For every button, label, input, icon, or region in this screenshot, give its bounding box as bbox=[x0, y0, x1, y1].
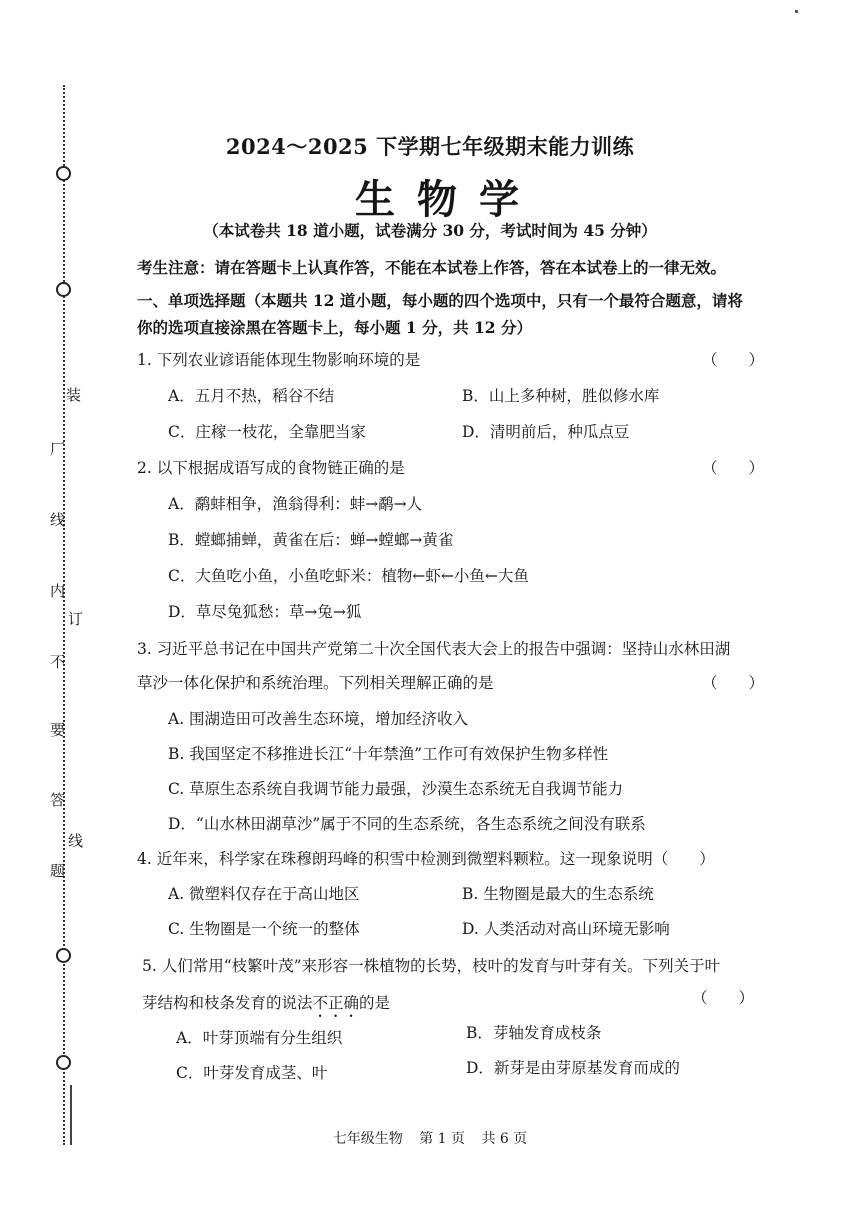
q1-answer-paren: （ ） bbox=[702, 351, 765, 369]
binding-hole-icon bbox=[56, 948, 71, 963]
q4-stem: 4. 近年来，科学家在珠穆朗玛峰的积雪中检测到微塑料颗粒。这一现象说明（ ） bbox=[137, 850, 715, 868]
section-heading: 一、单项选择题（本题共 12 道小题，每小题的四个选项中，只有一个最符合题意，请将 bbox=[137, 291, 743, 310]
binding-char: 厂 bbox=[50, 440, 66, 458]
q4-option-b: B. 生物圈是最大的生态系统 bbox=[462, 885, 654, 903]
q5-stem-cont bbox=[142, 991, 390, 1021]
binding-hole-icon bbox=[56, 1055, 71, 1070]
binding-char: 线 bbox=[68, 832, 84, 850]
q5-stem-text-end: 的是 bbox=[359, 994, 391, 1012]
q1-option-c: C．庄稼一枝花，全靠肥当家 bbox=[168, 423, 366, 441]
page-footer bbox=[0, 1128, 860, 1148]
q2-option-a: A．鹬蚌相争，渔翁得利：蚌→鹬→人 bbox=[168, 495, 423, 513]
footer-total-pages: 共 6 页 bbox=[481, 1131, 528, 1147]
q4-option-d: D. 人类活动对高山环境无影响 bbox=[462, 920, 670, 938]
q3-answer-paren: （ ） bbox=[702, 674, 765, 692]
binding-char: 答 bbox=[50, 791, 66, 809]
q1-option-a: A．五月不热，稻谷不结 bbox=[168, 387, 335, 405]
q5-answer-paren: （ ） bbox=[692, 989, 755, 1007]
candidate-notice: 考生注意：请在答题卡上认真作答，不能在本试卷上作答，答在本试卷上的一律无效。 bbox=[137, 258, 727, 277]
q3-stem-cont: 草沙一体化保护和系统治理。下列相关理解正确的是 bbox=[137, 674, 494, 692]
q2-answer-paren: （ ） bbox=[702, 459, 765, 477]
q1-stem: 1. 下列农业谚语能体现生物影响环境的是 bbox=[137, 351, 421, 369]
q3-option-c: C. 草原生态系统自我调节能力最强，沙漠生态系统无自我调节能力 bbox=[168, 780, 624, 798]
section-heading-cont: 你的选项直接涂黑在答题卡上，每小题 1 分，共 12 分） bbox=[137, 318, 532, 337]
q2-stem: 2. 以下根据成语写成的食物链正确的是 bbox=[137, 459, 405, 477]
binding-char: 内 bbox=[50, 582, 66, 600]
binding-char: 要 bbox=[50, 721, 66, 739]
scan-speck bbox=[795, 10, 798, 13]
binding-char: 线 bbox=[50, 511, 66, 529]
q5-option-c: C．叶芽发育成茎、叶 bbox=[176, 1064, 328, 1082]
footer-subject: 七年级生物 bbox=[332, 1131, 403, 1147]
q2-option-b: B．螳螂捕蝉，黄雀在后：蝉→螳螂→黄雀 bbox=[168, 531, 454, 549]
binding-char: 订 bbox=[68, 610, 84, 628]
footer-page-number: 第 1 页 bbox=[419, 1131, 465, 1147]
binding-hole-icon bbox=[56, 282, 71, 297]
exam-info: （本试卷共 18 道小题，试卷满分 30 分，考试时间为 45 分钟） bbox=[203, 221, 657, 240]
binding-char: 装 bbox=[66, 386, 82, 404]
exam-title: 2024～2025 下学期七年级期末能力训练 bbox=[225, 134, 635, 159]
q2-option-c: C．大鱼吃小鱼，小鱼吃虾米：植物←虾←小鱼←大鱼 bbox=[168, 567, 529, 585]
q5-option-a: A．叶芽顶端有分生组织 bbox=[176, 1029, 343, 1047]
q3-option-d: D．“山水林田湖草沙”属于不同的生态系统，各生态系统之间没有联系 bbox=[168, 815, 646, 833]
binding-char: 不 bbox=[50, 653, 66, 671]
q3-option-a: A. 围湖造田可改善生态环境，增加经济收入 bbox=[168, 710, 469, 728]
q1-option-b: B．山上多种树，胜似修水库 bbox=[462, 387, 660, 405]
q5-stem: 5. 人们常用“枝繁叶茂”来形容一株植物的长势，枝叶的发育与叶芽有关。下列关于叶 bbox=[142, 957, 721, 975]
q1-option-d: D．清明前后，种瓜点豆 bbox=[462, 423, 630, 441]
q5-option-b: B．芽轴发育成枝条 bbox=[466, 1024, 602, 1042]
subject-title: 生物学 bbox=[355, 176, 541, 223]
q3-stem: 3. 习近平总书记在中国共产党第二十次全国代表大会上的报告中强调：坚持山水林田湖 bbox=[137, 640, 731, 658]
q4-option-c: C. 生物圈是一个统一的整体 bbox=[168, 920, 360, 938]
q5-option-d: D．新芽是由芽原基发育而成的 bbox=[466, 1059, 680, 1077]
q5-stem-text: 芽结构和枝条发育的说法 bbox=[142, 994, 313, 1012]
q2-option-d: D．草尽兔狐愁：草→兔→狐 bbox=[168, 603, 362, 621]
q5-emphasis: 不正确 bbox=[312, 994, 360, 1012]
binding-char: 题 bbox=[50, 862, 66, 880]
q4-option-a: A. 微塑料仅存在于高山地区 bbox=[168, 885, 360, 903]
q3-option-b: B. 我国坚定不移推进长江“十年禁渔”工作可有效保护生物多样性 bbox=[168, 745, 609, 763]
binding-dotted-line bbox=[63, 85, 65, 1145]
